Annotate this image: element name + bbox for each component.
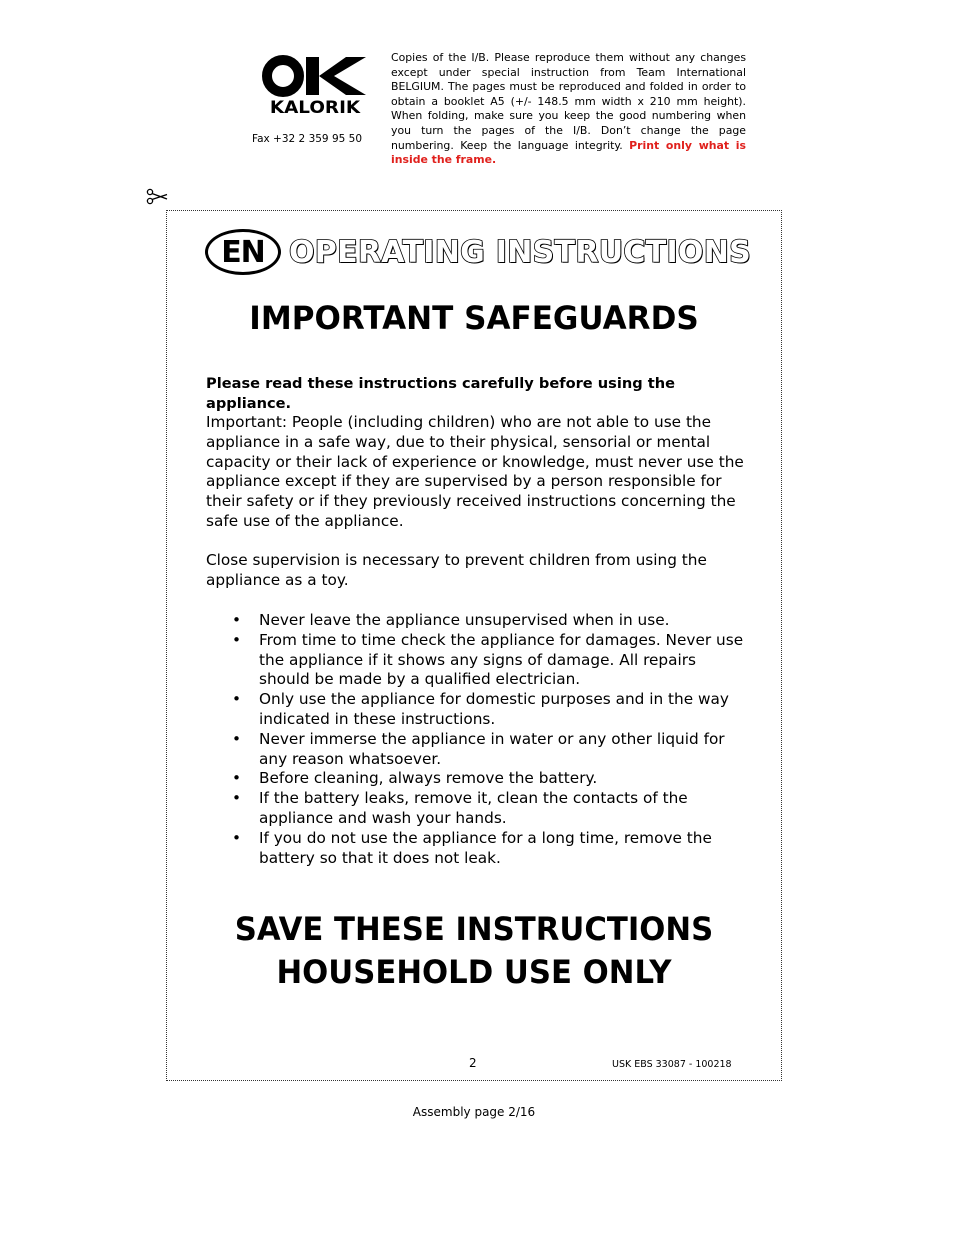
scissors-icon: [146, 188, 168, 206]
list-item: [206, 631, 746, 690]
language-badge: EN: [205, 229, 281, 275]
bullet-icon: •: [232, 729, 242, 748]
list-item-text: Never leave the appliance unsupervised when in use.: [259, 611, 670, 629]
operating-instructions-title: OPERATING INSTRUCTIONS: [289, 234, 752, 270]
bullet-icon: •: [232, 789, 242, 808]
print-frame-warning-end: .: [492, 153, 497, 167]
list-item: [206, 690, 746, 730]
intro-text: Please read these instructions carefully before using the appliance.: [206, 375, 676, 412]
list-item: [206, 730, 746, 770]
list-item: [206, 769, 746, 789]
list-item: [206, 829, 746, 869]
bullet-icon: •: [232, 690, 242, 709]
kalorik-logo: [262, 55, 368, 118]
save-instructions-line: SAVE THESE INSTRUCTIONS: [234, 910, 714, 948]
print-frame-warning: Print only what is inside the frame: [391, 138, 746, 167]
fax-number: Fax +32 2 359 95 50: [252, 133, 363, 145]
list-item: [206, 789, 746, 829]
copy-note-text: Copies of the I/B. Please reproduce them without any changes except under special instruction from Team International BELGIUM. The pages must be reproduced and folded in order to obtain a booklet A5 (+/- 148.5 mm width x 210 mm height). When folding, make sure you keep the good numbering when you turn the pages of the I/B. Don’t change the page numbering. Keep the language integrity.: [391, 51, 746, 152]
bullet-icon: •: [232, 769, 242, 788]
list-item-text: Never immerse the appliance in water or any other liquid for any reason whatsoever.: [259, 729, 725, 768]
logo-wordmark: KALORIK: [269, 98, 361, 118]
bullet-icon: •: [232, 828, 242, 847]
document-code: USK EBS 33087 - 100218: [612, 1059, 732, 1070]
page-number: 2: [469, 1056, 477, 1070]
important-paragraph: Important: People (including children) who are not able to use the appliance in a safe way, due to their physical, sensorial or mental capacity or their lack of experience or knowledge, must never use the appliance except if they are supervised by a person responsible for their safety or if they previously received instructions concerning the safe use of the appliance.: [206, 413, 744, 530]
section-header: [205, 226, 751, 278]
kalorik-logo-mark: [262, 55, 368, 97]
list-item-text: From time to time check the appliance for damages. Never use the appliance if it shows any signs of damage. All repairs should be made by a qualified electrician.: [259, 630, 744, 689]
supervision-paragraph: Close supervision is necessary to prevent children from using the appliance as a toy.: [206, 551, 707, 589]
bullet-icon: •: [232, 611, 242, 629]
list-item: [206, 611, 746, 631]
list-item-text: If you do not use the appliance for a long time, remove the battery so that it does not leak.: [259, 828, 712, 867]
list-item-text: Before cleaning, always remove the battery.: [259, 769, 598, 788]
list-item-text: Only use the appliance for domestic purposes and in the way indicated in these instructions.: [259, 690, 729, 728]
copy-instructions-note: [391, 51, 746, 168]
safety-list: [206, 611, 746, 868]
assembly-page-label: Assembly page 2/16: [412, 1105, 536, 1119]
important-safeguards-heading: IMPORTANT SAFEGUARDS: [249, 299, 699, 337]
save-instructions-heading: [178, 908, 769, 994]
bullet-icon: •: [232, 630, 242, 649]
list-item-text: If the battery leaks, remove it, clean the contacts of the appliance and wash your hands.: [259, 789, 688, 827]
household-use-line: HOUSEHOLD USE ONLY: [276, 953, 672, 991]
